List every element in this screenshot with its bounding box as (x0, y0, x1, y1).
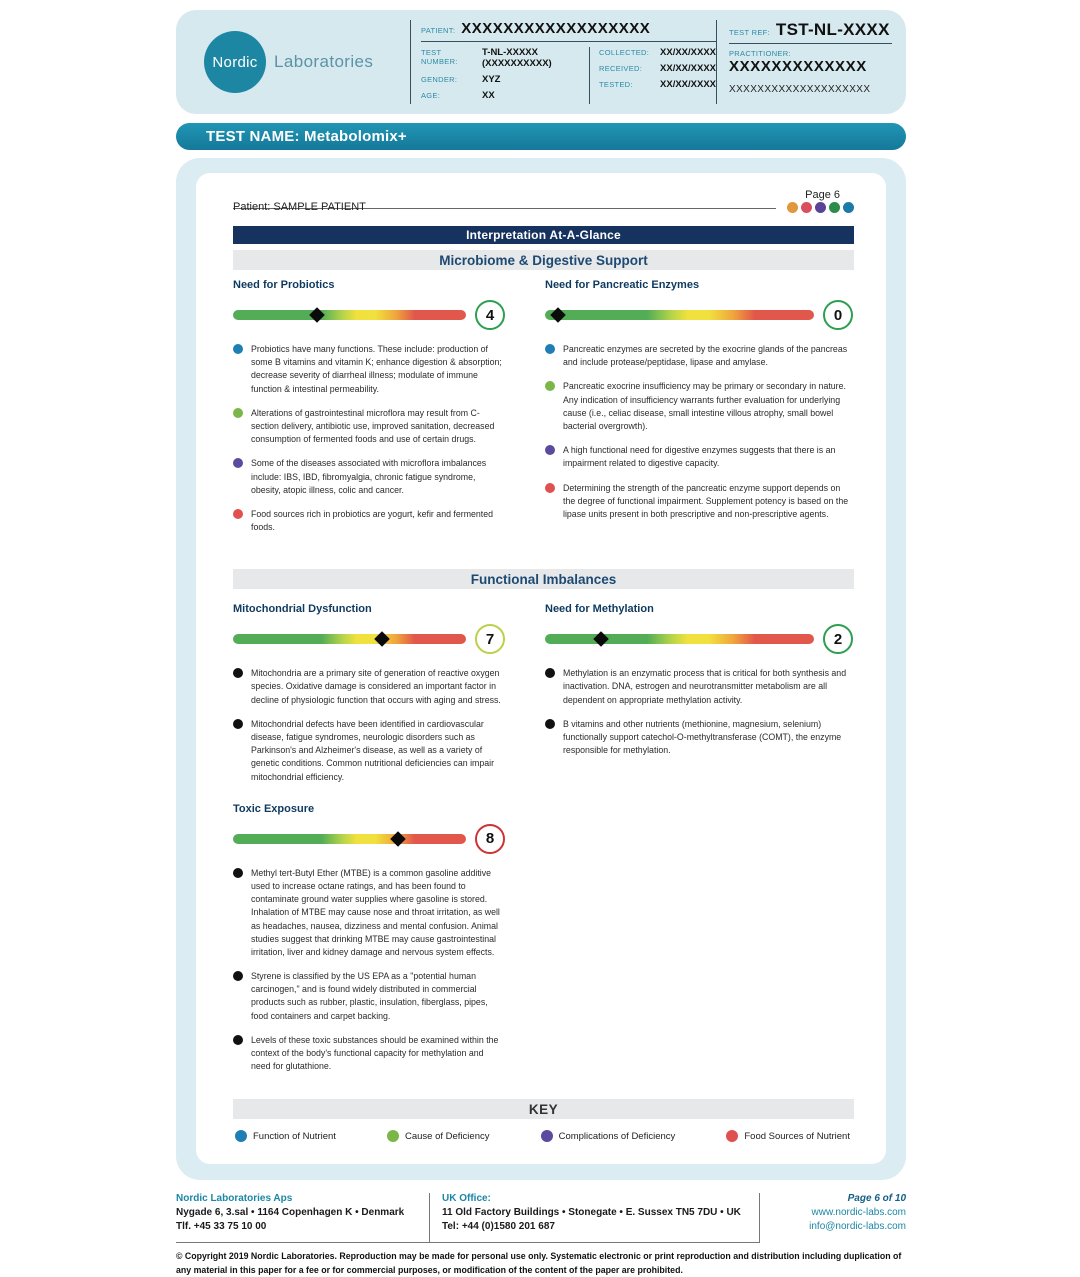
age-value: XX (482, 90, 495, 101)
bullet-dot-icon (233, 344, 243, 354)
gauge-bar (233, 834, 466, 844)
bullet-text: Mitochondrial defects have been identified in cardiovascular disease, fatigue syndromes, neurologic disorders such as Parkinson's and Alzheimer's disease, as well as a variety of genetic conditions. Common nutritional deficiencies can impair mitochondrial efficiency. (251, 718, 495, 782)
gender-value: XYZ (482, 74, 501, 85)
received-value: XX/XX/XXXX (660, 63, 716, 74)
panel-mitochondrial-dysfunction (233, 603, 505, 795)
score-circle: 8 (475, 824, 505, 854)
patient-label: PATIENT: (421, 26, 456, 35)
gauge-marker-icon (594, 631, 610, 647)
legend-label: Complications of Deficiency (558, 1130, 676, 1142)
bullet-text: Mitochondria are a primary site of generation of reactive oxygen species. Oxidative damage is considered an important factor in decline of physiologic function that occurs with aging and stress. (251, 668, 501, 705)
page-number: Page 6 (805, 189, 840, 201)
interpretation-title-banner: Interpretation At-A-Glance (233, 226, 854, 244)
list-item (545, 718, 853, 758)
page-dot-icon (829, 202, 840, 213)
bullet-text: Some of the diseases associated with microflora imbalances include: IBS, IBD, fibromyalgia, chronic fatigue syndrome, obesity, atopic illness, colic and cancer. (251, 458, 487, 495)
functional-imbalances-panels (233, 603, 854, 795)
test-number-row (421, 47, 589, 69)
list-item (545, 482, 853, 522)
gauge-marker-icon (551, 307, 567, 323)
gauge-bar (545, 634, 814, 644)
section-title-functional-imbalances: Functional Imbalances (233, 569, 854, 589)
bullet-dot-icon (545, 719, 555, 729)
footer-uk-address: 11 Old Factory Buildings • Stonegate • E. Sussex TN5 7DU • UK (442, 1207, 741, 1219)
list-item (233, 718, 505, 784)
panel-title: Toxic Exposure (233, 802, 315, 815)
list-item (233, 867, 505, 959)
bullet-list (233, 667, 505, 784)
patient-row (421, 20, 716, 42)
microbiome-panels (233, 279, 854, 545)
gauge-row (233, 624, 505, 654)
panel-title: Need for Methylation (545, 603, 654, 616)
list-item (233, 508, 505, 534)
bullet-dot-icon (545, 445, 555, 455)
list-item (233, 343, 505, 396)
tested-value: XX/XX/XXXX (660, 79, 716, 90)
score-circle: 7 (475, 624, 505, 654)
received-row (599, 63, 716, 74)
bullet-dot-icon (545, 344, 555, 354)
panel-need-for-probiotics (233, 279, 505, 545)
footer-dk-phone: Tlf. +45 33 75 10 00 (176, 1221, 267, 1233)
list-item (233, 1034, 505, 1074)
score-circle: 0 (823, 300, 853, 330)
page-content (176, 0, 906, 1277)
page-dot-icon (815, 202, 826, 213)
panel-need-for-methylation (545, 603, 853, 795)
legend-item-complications-of-deficiency (541, 1130, 676, 1142)
bullet-text: Determining the strength of the pancreatic enzyme support depends on the degree of functional impairment. Supplement potency is based on the lipase units present in both prescriptive and non-prescriptive agents. (563, 482, 849, 519)
sample-patient-line: Patient: SAMPLE PATIENT (233, 201, 366, 213)
footer-uk-office-label: UK Office: (442, 1193, 491, 1205)
panel-need-for-pancreatic-enzymes (545, 279, 853, 545)
bullet-dot-icon (233, 971, 243, 981)
gauge-marker-icon (309, 307, 325, 323)
legend-label: Function of Nutrient (253, 1130, 336, 1142)
bullet-text: Probiotics have many functions. These include: production of some B vitamins and vitamin K; enhance digestion & absorption; decrease severity of diarrheal illness; modulate of immune function & intestinal permeability. (251, 344, 502, 394)
gauge-bar (545, 310, 814, 320)
tested-row (599, 79, 716, 90)
bullet-dot-icon (233, 868, 243, 878)
page-dots (787, 202, 854, 213)
test-ref-value: TST-NL-XXXX (775, 20, 890, 39)
score-circle: 2 (823, 624, 853, 654)
list-item (233, 407, 505, 447)
test-number-label: TEST NUMBER: (421, 48, 458, 66)
patient-info-block (410, 20, 716, 104)
score-circle: 4 (475, 300, 505, 330)
bullet-dot-icon (545, 381, 555, 391)
key-title-banner: KEY (233, 1099, 854, 1119)
page-footer (176, 1193, 906, 1243)
list-item (545, 667, 853, 707)
bullet-text: A high functional need for digestive enzymes suggests that there is an impairment related to digestive capacity. (563, 445, 836, 469)
legend-label: Cause of Deficiency (405, 1130, 490, 1142)
test-number-value: T-NL-XXXXX (XXXXXXXXXX) (482, 47, 552, 69)
gauge-marker-icon (374, 631, 390, 647)
patient-value: XXXXXXXXXXXXXXXXXX (461, 20, 651, 37)
email-link[interactable]: info@nordic-labs.com (809, 1221, 906, 1233)
report-card (196, 173, 886, 1164)
gauge-marker-icon (391, 831, 407, 847)
legend-dot-icon (541, 1130, 553, 1142)
bullet-list (233, 343, 505, 534)
page-dot-icon (801, 202, 812, 213)
gauge-row (233, 300, 505, 330)
bullet-text: Pancreatic exocrine insufficiency may be primary or secondary in nature. Any indication of insufficiency warrants further evaluation for underlying cause (i.e., celiac disease, small intestine villous atrophy, small bowel bacterial overgrowth). (563, 381, 846, 431)
bullet-dot-icon (233, 719, 243, 729)
gauge-row (545, 624, 853, 654)
copyright-notice: © Copyright 2019 Nordic Laboratories. Reproduction may be made for personal use only. Systematic electronic or print reproduction and distribution including duplication of any material in this paper for a fee or for commercial purposes, or modification of the content of the paper are prohibited. (176, 1251, 902, 1275)
bullet-text: Alterations of gastrointestinal microflora may result from C-section delivery, antibiotic use, improved sanitation, decreased consumption of fermented foods and use of certain drugs. (251, 407, 495, 445)
logo-wordmark: Laboratories (274, 52, 374, 71)
legend-item-function-of-nutrient (235, 1130, 336, 1142)
collected-label: COLLECTED: (599, 48, 650, 57)
panel-title: Need for Pancreatic Enzymes (545, 279, 700, 291)
test-info-column (421, 47, 589, 104)
page-dot-icon (787, 202, 798, 213)
legend-label: Food Sources of Nutrient (744, 1130, 850, 1142)
test-ref-label: TEST REF: (729, 28, 770, 37)
list-item (545, 380, 853, 433)
list-item (233, 457, 505, 497)
bullet-text: Levels of these toxic substances should be examined within the context of the body's functional capacity for methylation and need for glutathione. (251, 1034, 499, 1072)
bullet-dot-icon (233, 408, 243, 418)
section-title-microbiome: Microbiome & Digestive Support (233, 250, 854, 270)
collected-row (599, 47, 716, 58)
practitioner-value: XXXXXXXXXXXXX (729, 58, 867, 75)
bullet-list (545, 343, 853, 521)
legend-item-food-sources-of-nutrient (726, 1130, 850, 1142)
gender-row (421, 74, 589, 85)
bullet-dot-icon (233, 509, 243, 519)
info-columns (421, 47, 716, 104)
report-body-container (176, 158, 906, 1180)
footer-company-name: Nordic Laboratories Aps (176, 1193, 293, 1205)
bullet-dot-icon (233, 668, 243, 678)
bullet-text: B vitamins and other nutrients (methionine, magnesium, selenium) functionally support catechol-O-methyltransferase (COMT), the enzyme responsible for methylation. (563, 718, 842, 756)
collected-value: XX/XX/XXXX (660, 47, 716, 58)
bullet-dot-icon (545, 483, 555, 493)
practitioner-label: PRACTITIONER: (729, 49, 791, 58)
gauge-bar (233, 634, 466, 644)
footer-uk-phone: Tel: +44 (0)1580 201 687 (442, 1221, 555, 1233)
gauge-row (233, 824, 505, 854)
tested-label: TESTED: (599, 80, 633, 89)
footer-uk-office (429, 1193, 759, 1243)
nordic-laboratories-logo (204, 20, 410, 104)
legend-item-cause-of-deficiency (387, 1130, 489, 1142)
legend-dot-icon (235, 1130, 247, 1142)
gauge-row (545, 300, 853, 330)
panel-title: Need for Probiotics (233, 279, 335, 291)
practitioner-block (716, 20, 892, 104)
footer-dk-address: Nygade 6, 3.sal • 1164 Copenhagen K • Denmark (176, 1207, 405, 1219)
gauge-bar (233, 310, 466, 320)
list-item (233, 667, 505, 707)
footer-denmark-office (176, 1193, 429, 1243)
page-dot-icon (843, 202, 854, 213)
test-name-banner: TEST NAME: Metabolomix+ (176, 123, 906, 150)
practitioner-secondary: XXXXXXXXXXXXXXXXXXXX (729, 84, 871, 95)
bullet-list (233, 867, 505, 1074)
card-header-row (233, 189, 854, 213)
age-row (421, 90, 589, 101)
key-legend (233, 1130, 854, 1142)
gender-label: GENDER: (421, 75, 458, 84)
list-item (545, 343, 853, 369)
received-label: RECEIVED: (599, 64, 643, 73)
bullet-text: Food sources rich in probiotics are yogurt, kefir and fermented foods. (251, 508, 494, 533)
logo-circle-icon: Nordic (204, 31, 266, 93)
panel-toxic-exposure (233, 803, 505, 1074)
website-link[interactable]: www.nordic-labs.com (811, 1207, 906, 1219)
date-info-column (589, 47, 716, 104)
panel-title: Mitochondrial Dysfunction (233, 603, 372, 616)
bullet-text: Styrene is classified by the US EPA as a "potential human carcinogen," and is found widely distributed in commercial products such as rubber, plastic, insulation, fiberglass, pipes, food containers and carpet backing. (251, 971, 488, 1021)
list-item (545, 444, 853, 470)
bullet-dot-icon (233, 1035, 243, 1045)
report-header (176, 10, 906, 114)
test-ref-row (729, 20, 892, 44)
page-indicator (787, 189, 854, 213)
footer-page-of: Page 6 of 10 (847, 1193, 906, 1205)
bullet-dot-icon (545, 668, 555, 678)
bullet-text: Methyl tert-Butyl Ether (MTBE) is a common gasoline additive used to increase octane ratings, and has been found to contaminate ground water supplies where gasoline is stored. Inhalation of MTBE may cause nose and throat irritation, as well as headaches, nausea, dizziness and mental confusion. Animal studies suggest that drinking MTBE may cause gastrointestinal irritation, liver and kidney damage and nervous system effects. (251, 867, 500, 957)
bullet-list (545, 667, 853, 757)
bullet-text: Methylation is an enzymatic process that is critical for both synthesis and inactivation. DNA, estrogen and neurotransmitter metabolism are all dependent on appropriate methylation activity. (563, 668, 847, 705)
footer-links (759, 1193, 906, 1243)
legend-dot-icon (726, 1130, 738, 1142)
legend-dot-icon (387, 1130, 399, 1142)
bullet-text: Pancreatic enzymes are secreted by the exocrine glands of the pancreas and include protease/peptidase, lipase and amylase. (563, 344, 848, 368)
list-item (233, 970, 505, 1023)
age-label: AGE: (421, 91, 441, 100)
bullet-dot-icon (233, 458, 243, 468)
